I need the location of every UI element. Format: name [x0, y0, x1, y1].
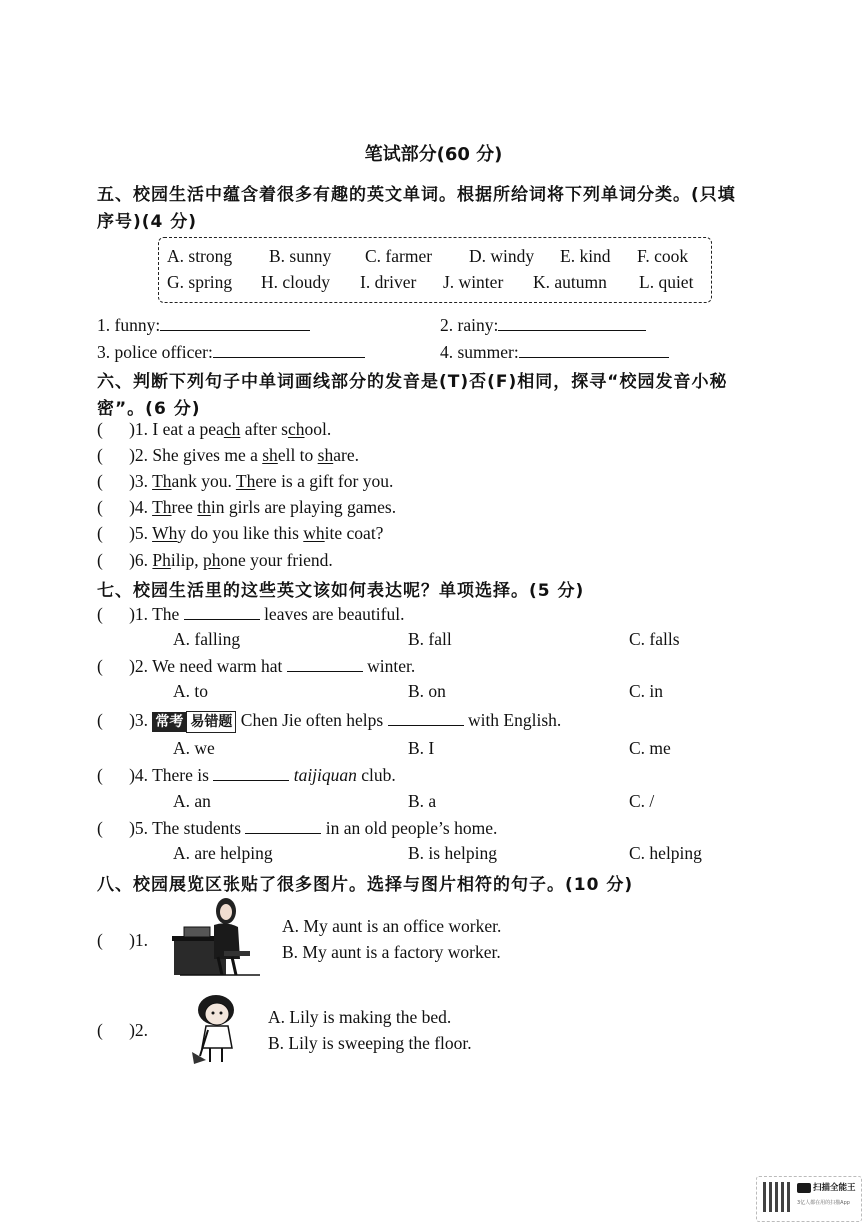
- answer-paren[interactable]: (: [97, 471, 130, 491]
- answer-paren[interactable]: (: [97, 419, 130, 439]
- question-text: winter.: [362, 656, 416, 676]
- question-8-1: [97, 930, 148, 951]
- underlined-letters: ch: [287, 419, 305, 439]
- question-7-1: [97, 603, 404, 625]
- sentence-text: ank you.: [171, 471, 236, 491]
- qr-code-icon: [763, 1182, 793, 1212]
- question-number: )5.: [129, 523, 149, 543]
- option-c[interactable]: C. me: [629, 738, 671, 758]
- frequent-test-tag: 常考: [152, 712, 186, 732]
- word-option: H. cloudy: [261, 272, 331, 292]
- underlined-letters: sh: [262, 445, 278, 465]
- word-option: K. autumn: [533, 272, 607, 292]
- option-c[interactable]: C. helping: [629, 843, 702, 863]
- underlined-letters: sh: [317, 445, 334, 465]
- option-a[interactable]: A. My aunt is an office worker.: [282, 916, 502, 936]
- question-number: )1.: [129, 419, 149, 439]
- pronunciation-item: [97, 445, 359, 466]
- word-option: D. windy: [469, 246, 535, 266]
- question-text: We need warm hat: [152, 656, 287, 676]
- word-option: A. strong: [167, 246, 233, 266]
- question-7-2: [97, 655, 415, 677]
- sentence-text: y do you like this: [177, 523, 304, 543]
- answer-paren[interactable]: (: [97, 523, 130, 543]
- option-b[interactable]: B. fall: [408, 629, 452, 649]
- word-option: G. spring: [167, 272, 233, 292]
- sentence-text: ool.: [304, 419, 332, 439]
- underlined-letters: ph: [202, 550, 221, 570]
- pronunciation-item: [97, 550, 333, 571]
- option-b[interactable]: B. is helping: [408, 843, 497, 863]
- option-a[interactable]: A. an: [173, 791, 211, 811]
- section6-heading: 六、判断下列句子中单词画线部分的发音是(T)否(F)相同，探寻“校园发音小秘: [97, 372, 728, 392]
- answer-paren[interactable]: (: [97, 550, 130, 570]
- watermark-subtitle: 3亿人都在用的扫描App: [797, 1200, 850, 1206]
- answer-paren[interactable]: (: [97, 710, 130, 730]
- category-label: 4. summer:: [440, 342, 519, 362]
- watermark-brand: 扫描全能王: [813, 1183, 856, 1193]
- sentence-text: ere is a gift for you.: [255, 471, 394, 491]
- word-option: F. cook: [637, 246, 689, 266]
- underlined-letters: Th: [235, 471, 256, 491]
- sentence-text: after s: [240, 419, 288, 439]
- underlined-letters: Wh: [152, 523, 178, 543]
- question-7-4: [97, 764, 396, 786]
- sentence-text: ell to: [277, 445, 318, 465]
- pronunciation-item: [97, 497, 396, 518]
- sentence-text: one your friend.: [220, 550, 333, 570]
- word-option: L. quiet: [639, 272, 694, 292]
- option-b[interactable]: B. My aunt is a factory worker.: [282, 942, 501, 962]
- option-b[interactable]: B. I: [408, 738, 435, 758]
- question-number: )4.: [129, 765, 149, 785]
- question-number: )3.: [129, 710, 149, 730]
- answer-paren[interactable]: (: [97, 656, 130, 676]
- word-option: C. farmer: [365, 246, 433, 266]
- question-text: Chen Jie often helps: [236, 710, 388, 730]
- question-number: )2.: [129, 445, 149, 465]
- page-title: 笔试部分(60 分): [364, 144, 503, 165]
- sentence-text: She gives me a: [152, 445, 263, 465]
- option-a[interactable]: A. falling: [173, 629, 241, 649]
- option-c[interactable]: C. in: [629, 681, 664, 701]
- pronunciation-item: [97, 419, 331, 440]
- word-option: E. kind: [560, 246, 611, 266]
- section6-heading-cont: 密”。(6 分): [97, 399, 201, 419]
- question-text: There is: [152, 765, 214, 785]
- question-number: )1.: [129, 930, 149, 950]
- question-text: in an old people’s home.: [321, 818, 498, 838]
- underlined-letters: Th: [152, 497, 172, 517]
- question-text: The students: [152, 818, 246, 838]
- answer-paren[interactable]: (: [97, 1020, 130, 1040]
- option-a[interactable]: A. we: [173, 738, 215, 758]
- office-worker-picture: [170, 893, 262, 979]
- answer-paren[interactable]: (: [97, 604, 130, 624]
- section8-heading: 八、校园展览区张贴了很多图片。选择与图片相符的句子。(10 分): [97, 875, 634, 895]
- option-a[interactable]: A. to: [173, 681, 208, 701]
- question-number: )6.: [129, 550, 149, 570]
- answer-paren[interactable]: (: [97, 497, 130, 517]
- question-number: )2.: [129, 1020, 149, 1040]
- word-option: J. winter: [443, 272, 504, 292]
- sentence-text: ite coat?: [324, 523, 384, 543]
- category-label: 1. funny:: [97, 315, 161, 335]
- sentence-text: ree: [171, 497, 198, 517]
- option-c[interactable]: C. /: [629, 791, 655, 811]
- category-label: 3. police officer:: [97, 342, 213, 362]
- error-prone-tag: 易错题: [186, 711, 236, 733]
- pronunciation-item: [97, 523, 383, 544]
- question-text: with English.: [463, 710, 562, 730]
- question-text: club.: [356, 765, 396, 785]
- underlined-letters: Th: [152, 471, 172, 491]
- italic-word: taijiquan: [293, 765, 357, 785]
- question-text: The: [152, 604, 184, 624]
- question-number: )4.: [129, 497, 149, 517]
- category-1: [97, 314, 310, 336]
- sentence-text: in girls are playing games.: [210, 497, 397, 517]
- question-number: )3.: [129, 471, 149, 491]
- option-a[interactable]: A. are helping: [173, 843, 273, 863]
- sentence-text: ilip,: [170, 550, 203, 570]
- option-a[interactable]: A. Lily is making the bed.: [268, 1007, 452, 1027]
- answer-blank[interactable]: [498, 314, 646, 331]
- question-number: )5.: [129, 818, 149, 838]
- question-text: leaves are beautiful.: [259, 604, 405, 624]
- question-number: )1.: [129, 604, 149, 624]
- answer-paren[interactable]: (: [97, 445, 130, 465]
- sentence-text: are.: [333, 445, 359, 465]
- answer-blank[interactable]: [388, 709, 464, 726]
- answer-blank[interactable]: [287, 655, 363, 672]
- girl-sweeping-picture: [180, 990, 250, 1066]
- answer-paren[interactable]: (: [97, 765, 130, 785]
- category-2: [440, 314, 646, 336]
- underlined-letters: Ph: [152, 550, 171, 570]
- option-b[interactable]: B. on: [408, 681, 446, 701]
- question-7-5: [97, 817, 497, 839]
- question-number: )2.: [129, 656, 149, 676]
- section5-heading: 五、校园生活中蕴含着很多有趣的英文单词。根据所给词将下列单词分类。(只填: [97, 185, 736, 205]
- question-7-3: [97, 709, 561, 733]
- underlined-letters: th: [197, 497, 211, 517]
- underlined-letters: wh: [303, 523, 325, 543]
- scanner-logo-icon: [797, 1183, 811, 1193]
- answer-blank[interactable]: [160, 314, 310, 331]
- answer-blank[interactable]: [519, 341, 669, 358]
- pronunciation-item: [97, 471, 393, 492]
- word-option: B. sunny: [269, 246, 332, 266]
- answer-blank[interactable]: [213, 341, 365, 358]
- scanner-watermark: [756, 1176, 862, 1222]
- answer-paren[interactable]: (: [97, 930, 130, 950]
- word-bank-box: [158, 237, 712, 303]
- answer-blank[interactable]: [213, 764, 289, 781]
- answer-blank[interactable]: [245, 817, 321, 834]
- option-b[interactable]: B. a: [408, 791, 437, 811]
- category-label: 2. rainy:: [440, 315, 499, 335]
- answer-paren[interactable]: (: [97, 818, 130, 838]
- sentence-text: I eat a pea: [152, 419, 224, 439]
- category-3: [97, 341, 365, 363]
- category-4: [440, 341, 669, 363]
- underlined-letters: ch: [223, 419, 241, 439]
- option-c[interactable]: C. falls: [629, 629, 680, 649]
- section7-heading: 七、校园生活里的这些英文该如何表达呢？单项选择。(5 分): [97, 581, 585, 601]
- answer-blank[interactable]: [184, 603, 260, 620]
- question-8-2: [97, 1020, 148, 1041]
- option-b[interactable]: B. Lily is sweeping the floor.: [268, 1033, 472, 1053]
- section5-heading-cont: 序号)(4 分): [97, 212, 198, 232]
- word-option: I. driver: [360, 272, 417, 292]
